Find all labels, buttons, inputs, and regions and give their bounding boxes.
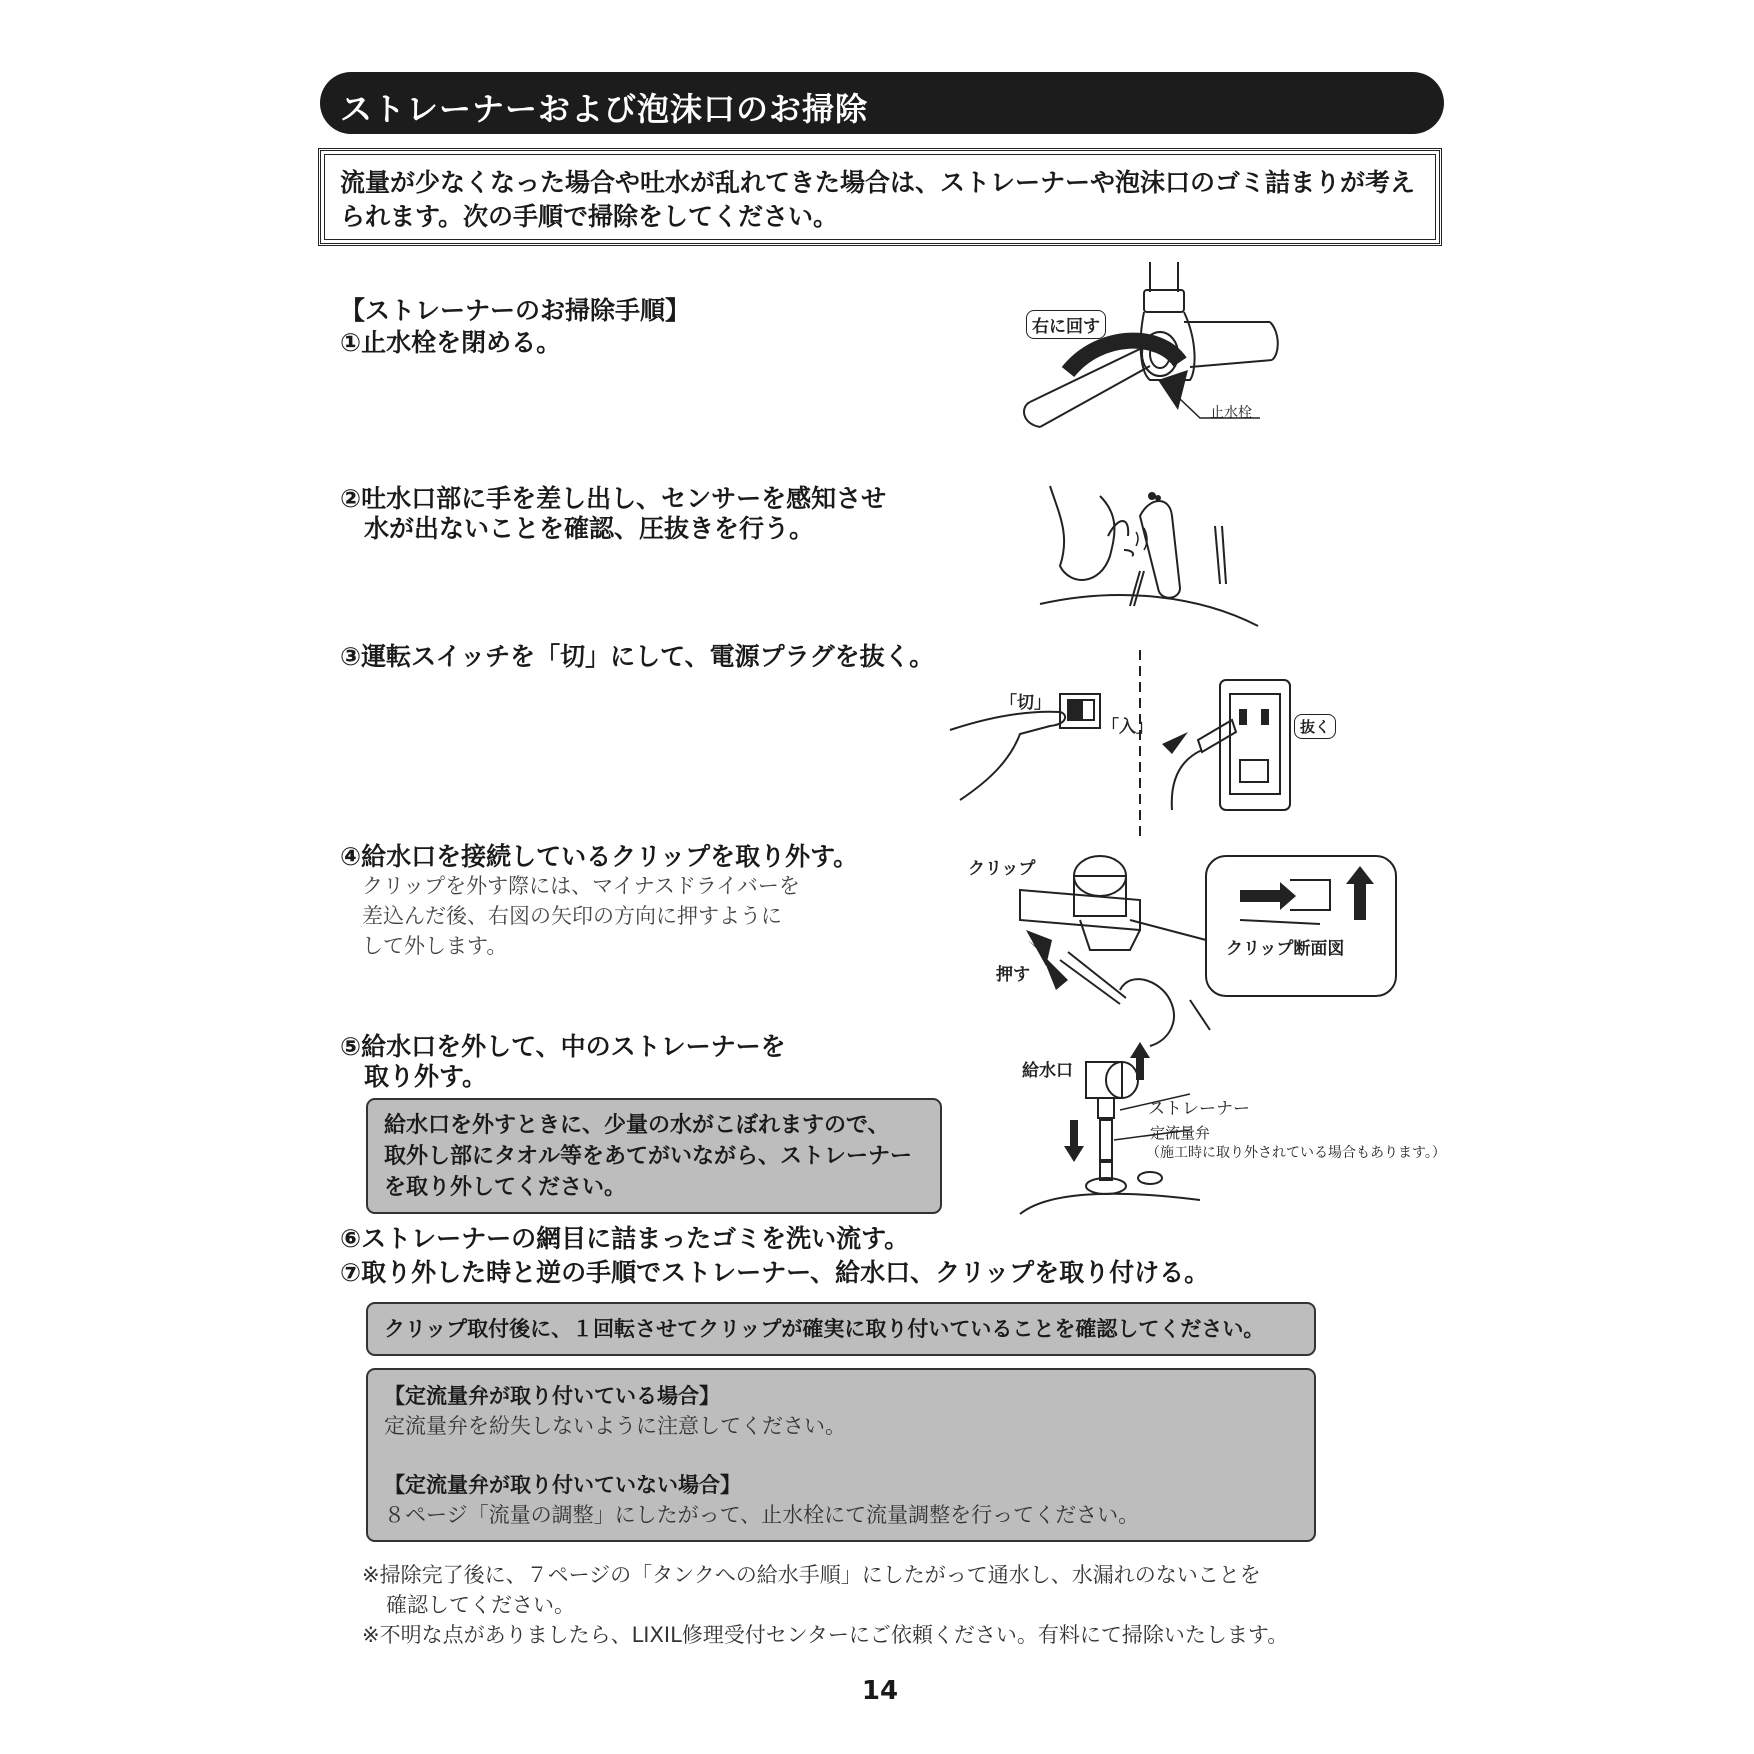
flow-valve-text-1: 定流量弁を紛失しないように注意してください。 (384, 1414, 846, 1438)
step-5-line2: 取り外す。 (364, 1062, 488, 1091)
flow-valve-heading-2: 【定流量弁が取り付いていない場合】 (384, 1473, 741, 1497)
strainer-label: ストレーナー (1148, 1099, 1250, 1119)
step-4-note-line3: して外します。 (362, 934, 508, 958)
switch-off-label: 「切」 (1000, 693, 1051, 713)
push-label: 押す (996, 965, 1030, 985)
step-5-line1: ⑤給水口を外して、中のストレーナーを (340, 1032, 786, 1061)
clip-check-text: クリップ取付後に、１回転させてクリップが確実に取り付いていることを確認してください。 (384, 1317, 1265, 1341)
step-4-note-line1: クリップを外す際には、マイナスドライバーを (362, 874, 800, 898)
step-1: ①止水栓を閉める。 (340, 328, 562, 357)
step-5-warning-line1: 給水口を外すときに、少量の水がこぼれますので、 (384, 1113, 890, 1138)
section-heading: 【ストレーナーのお掃除手順】 (340, 296, 691, 325)
step-6: ⑥ストレーナーの網目に詰まったゴミを洗い流す。 (340, 1224, 910, 1253)
footnote-2: ※不明な点がありましたら、LIXIL修理受付センターにご依頼ください。有料にて掃除いたします。 (362, 1623, 1289, 1647)
clip-label: クリップ (968, 859, 1036, 879)
flow-valve-note-label: （施工時に取り外されている場合もあります。） (1146, 1145, 1446, 1161)
step-4: ④給水口を接続しているクリップを取り外す。 (340, 842, 859, 871)
step-4-note-line2: 差込んだ後、右図の矢印の方向に押すように (362, 904, 782, 928)
flow-valve-text-2: ８ページ「流量の調整」にしたがって、止水栓にて流量調整を行ってください。 (384, 1503, 1140, 1527)
page-title: ストレーナーおよび泡沫口のお掃除 (340, 90, 869, 128)
flow-valve-label: 定流量弁 (1150, 1124, 1211, 1142)
flow-valve-heading-1: 【定流量弁が取り付いている場合】 (384, 1384, 720, 1408)
clip-section-label: クリップ断面図 (1226, 939, 1345, 959)
step-3: ③運転スイッチを「切」にして、電源プラグを抜く。 (340, 642, 935, 671)
stop-valve-label: 止水栓 (1210, 405, 1252, 421)
unplug-label: 抜く (1294, 714, 1336, 739)
step-2-line1: ②吐水口部に手を差し出し、センサーを感知させ (340, 484, 887, 513)
footnote-1-line1: ※掃除完了後に、７ページの「タンクへの給水手順」にしたがって通水し、水漏れのないことを (362, 1563, 1261, 1587)
inlet-label: 給水口 (1022, 1061, 1073, 1081)
power-switch-outlet-illustration (950, 650, 1310, 850)
switch-on-label: 「入」 (1102, 717, 1153, 737)
step-5-warning-line3: を取り外してください。 (384, 1175, 627, 1200)
page-number: 14 (861, 1676, 899, 1706)
stop-valve-illustration (1010, 262, 1290, 462)
step-2-line2: 水が出ないことを確認、圧抜きを行う。 (364, 514, 815, 543)
turn-right-label: 右に回す (1026, 310, 1106, 339)
sensor-faucet-illustration (1040, 476, 1260, 636)
intro-text: 流量が少なくなった場合や吐水が乱れてきた場合は、ストレーナーや泡沫口のゴミ詰まりが考えられます。次の手順で掃除をしてください。 (340, 168, 1416, 231)
footnote-1-line2: 確認してください。 (386, 1593, 575, 1617)
step-7: ⑦取り外した時と逆の手順でストレーナー、給水口、クリップを取り付ける。 (340, 1258, 1210, 1287)
step-5-warning-line2: 取外し部にタオル等をあてがいながら、ストレーナー (384, 1144, 913, 1169)
